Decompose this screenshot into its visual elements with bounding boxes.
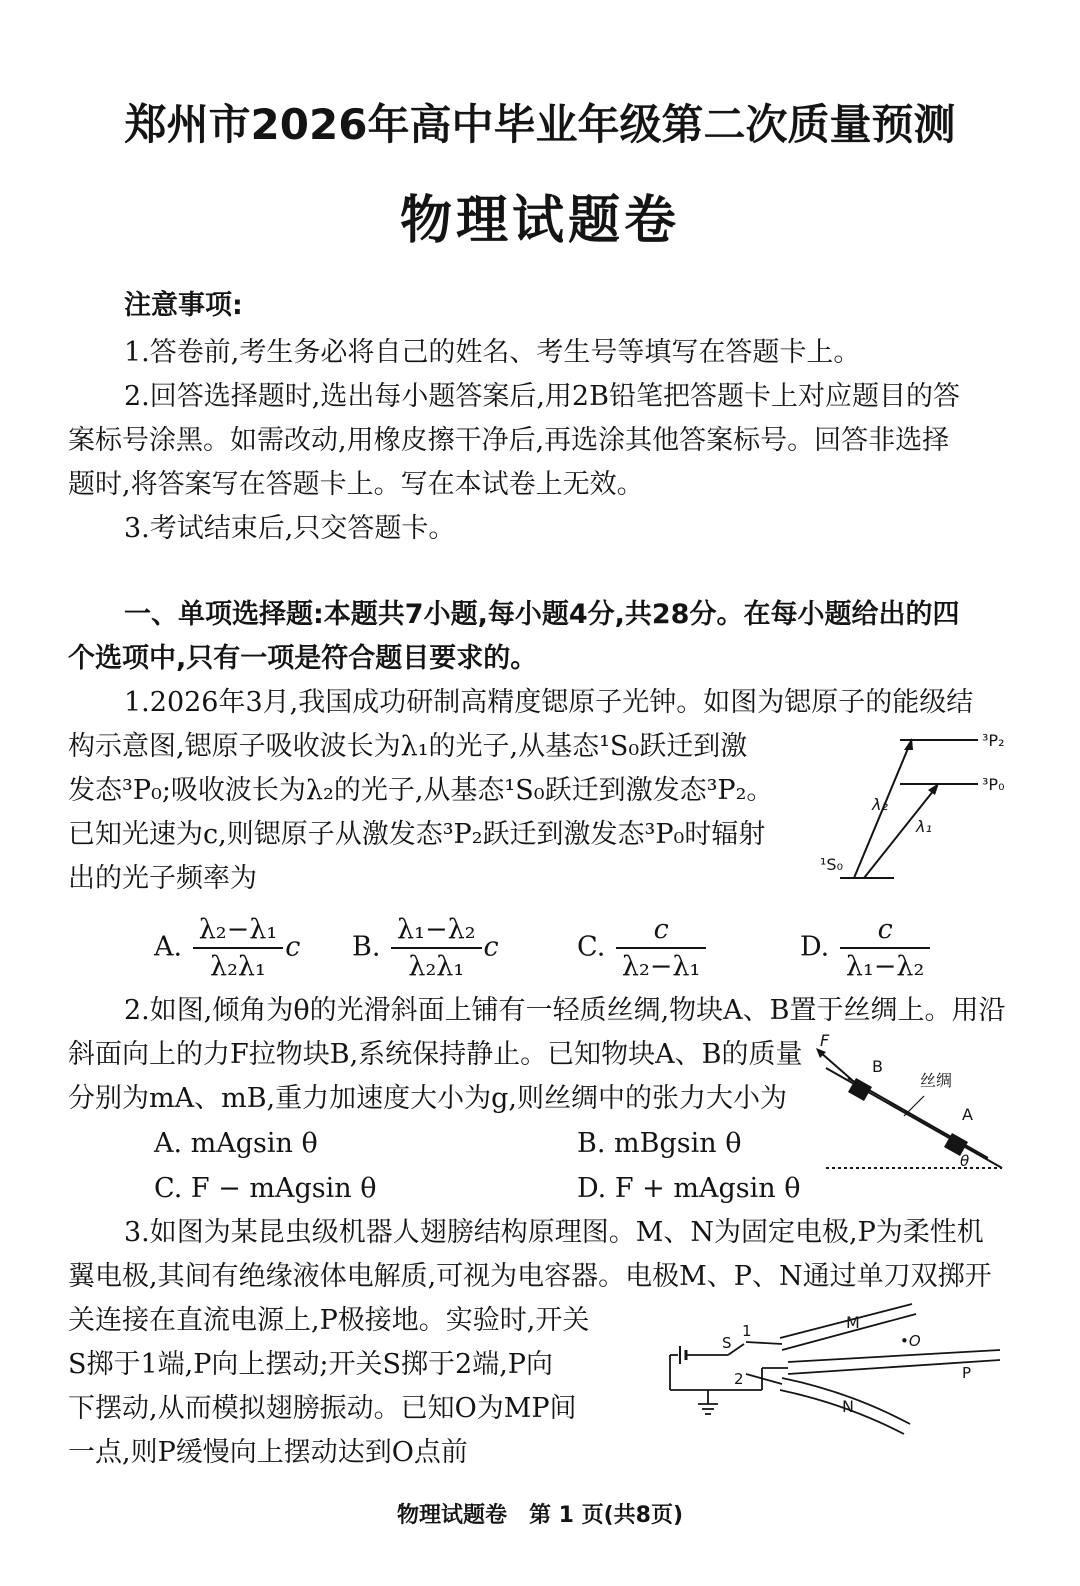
- incline-surface: [826, 1068, 1002, 1168]
- denominator: λ₂−λ₁: [621, 951, 701, 982]
- section-heading-line-1: 一、单项选择题:本题共7小题,每小题4分,共28分。在每小题给出的四: [124, 599, 960, 630]
- q3-line-2: 翼电极,其间有绝缘液体电解质,可视为电容器。电极M、P、N通过单刀双掷开: [68, 1261, 992, 1292]
- q3-line-3: 关连接在直流电源上,P极接地。实验时,开关: [68, 1305, 590, 1336]
- fraction: [193, 914, 284, 982]
- label-p: P: [962, 1364, 972, 1382]
- q1-option-c[interactable]: [577, 914, 708, 982]
- option-label: C.: [577, 931, 606, 963]
- notice-heading: 注意事项:: [124, 290, 243, 321]
- denominator: λ₁−λ₂: [845, 951, 925, 982]
- exam-title: 郑州市2026年高中毕业年级第二次质量预测: [124, 100, 956, 149]
- label-lambda2: λ₂: [872, 795, 888, 814]
- q1-option-b[interactable]: [352, 914, 499, 982]
- silk-pointer: [904, 1096, 924, 1116]
- q3-line-5: 下摆动,从而模拟翅膀振动。已知O为MP间: [68, 1393, 577, 1424]
- label-switch-s: S: [722, 1334, 732, 1352]
- q2-incline-diagram: [812, 1034, 1012, 1174]
- label-terminal-2: 2: [734, 1370, 744, 1388]
- q3-line-6: 一点,则P缓慢向上摆动达到O点前: [68, 1437, 468, 1468]
- q2-option-b[interactable]: B. mBgsin θ: [577, 1128, 742, 1159]
- section-heading-line-2: 个选项中,只有一项是符合题目要求的。: [68, 643, 538, 674]
- q1-line-5: 出的光子频率为: [68, 863, 257, 894]
- numerator: λ₂−λ₁: [193, 914, 284, 949]
- force-arrow: [820, 1052, 852, 1080]
- q1-line-4: 已知光速为c,则锶原子从激发态³P₂跃迁到激发态³P₀时辐射: [68, 819, 766, 850]
- q1-option-d[interactable]: [800, 914, 932, 982]
- numerator: λ₁−λ₂: [391, 914, 482, 949]
- notice-item-1: 1.答卷前,考生务必将自己的姓名、考生号等填写在答题卡上。: [124, 337, 861, 368]
- fraction: [391, 914, 482, 982]
- option-label: A.: [154, 931, 183, 963]
- notice-item-2-line-2: 案标号涂黑。如需改动,用橡皮擦干净后,再选涂其他答案标号。回答非选择: [68, 425, 950, 456]
- tail: c: [285, 931, 301, 963]
- q1-line-3: 发态³P₀;吸收波长为λ₂的光子,从基态¹S₀跃迁到激发态³P₂。: [68, 775, 774, 806]
- block-b-label: B: [872, 1057, 883, 1076]
- paper-title: 物理试题卷: [399, 191, 680, 251]
- q2-option-d[interactable]: D. F + mAgsin θ: [577, 1173, 801, 1204]
- denominator: λ₂λ₁: [408, 951, 465, 982]
- force-label: F: [820, 1034, 830, 1050]
- label-lambda1: λ₁: [916, 817, 932, 836]
- label-n: N: [842, 1397, 854, 1416]
- label-3p2: ³P₂: [982, 731, 1005, 750]
- numerator: c: [616, 914, 707, 949]
- numerator: c: [840, 914, 931, 949]
- option-label: D.: [800, 931, 830, 963]
- option-label: B.: [352, 931, 381, 963]
- angle-label: θ: [960, 1152, 970, 1170]
- fraction: [840, 914, 931, 982]
- label-m: M: [846, 1313, 860, 1332]
- q2-line-3: 分别为mA、mB,重力加速度大小为g,则丝绸中的张力大小为: [68, 1083, 787, 1114]
- q1-energy-level-diagram: [810, 722, 1020, 892]
- fraction: [616, 914, 707, 982]
- q2-option-a[interactable]: A. mAgsin θ: [154, 1128, 318, 1159]
- label-point-o: •O: [900, 1332, 921, 1350]
- label-terminal-1: 1: [742, 1322, 752, 1340]
- label-1s0: ¹S₀: [820, 855, 843, 874]
- q1-option-a[interactable]: [154, 914, 300, 982]
- silk-label: 丝绸: [920, 1071, 953, 1090]
- q3-wing-circuit-diagram: [650, 1300, 1010, 1440]
- q2-option-c[interactable]: C. F − mAgsin θ: [154, 1173, 377, 1204]
- label-3p0: ³P₀: [982, 775, 1005, 794]
- notice-item-3: 3.考试结束后,只交答题卡。: [124, 513, 456, 544]
- denominator: λ₂λ₁: [210, 951, 266, 982]
- q2-line-2: 斜面向上的力F拉物块B,系统保持静止。已知物块A、B的质量: [68, 1039, 803, 1070]
- q2-line-1: 2.如图,倾角为θ的光滑斜面上铺有一轻质丝绸,物块A、B置于丝绸上。用沿: [124, 995, 1006, 1026]
- notice-item-2-line-1: 2.回答选择题时,选出每小题答案后,用2B铅笔把答题卡上对应题目的答: [124, 381, 960, 412]
- q3-line-1: 3.如图为某昆虫级机器人翅膀结构原理图。M、N为固定电极,P为柔性机: [124, 1217, 984, 1248]
- q1-line-1: 1.2026年3月,我国成功研制高精度锶原子光钟。如图为锶原子的能级结: [124, 687, 974, 718]
- page-footer: 物理试题卷 第 1 页(共8页): [396, 1503, 684, 1528]
- q1-line-2: 构示意图,锶原子吸收波长为λ₁的光子,从基态¹S₀跃迁到激: [68, 731, 748, 762]
- block-a-label: A: [962, 1105, 973, 1124]
- q3-line-4: S掷于1端,P向上摆动;开关S掷于2端,P向: [68, 1349, 553, 1380]
- notice-item-2-line-3: 题时,将答案写在答题卡上。写在本试卷上无效。: [68, 469, 644, 500]
- tail: c: [483, 931, 499, 963]
